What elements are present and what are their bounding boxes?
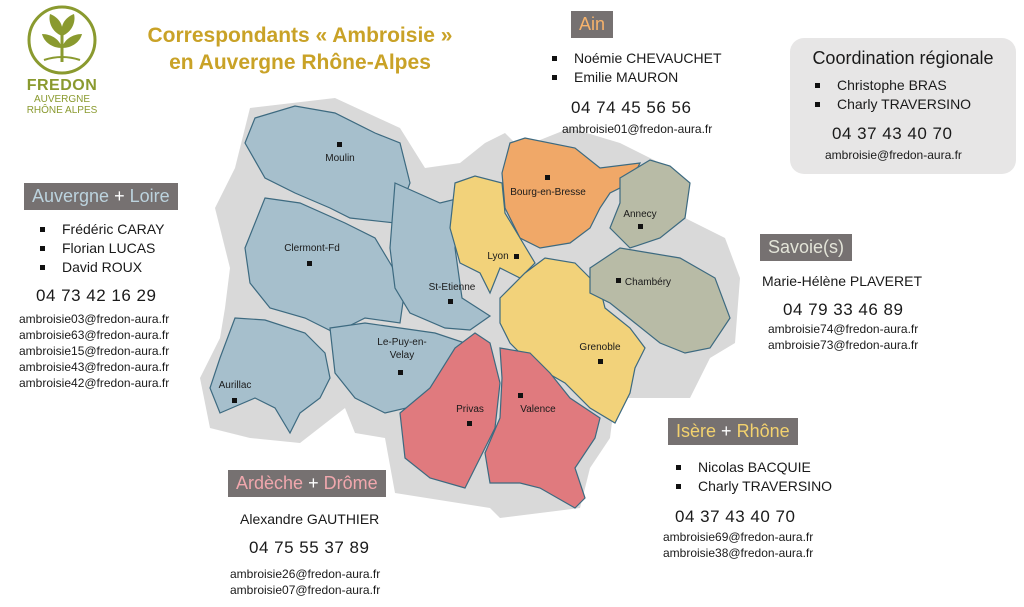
city-label-bourg: Bourg-en-Bresse: [510, 187, 586, 198]
city-marker: [232, 398, 237, 403]
isere-rhone-label: [668, 418, 798, 445]
savoie-emails: [768, 321, 918, 353]
auvergne-loire-email: ambroisie15@fredon-aura.fr: [19, 344, 170, 358]
auvergne-loire-emails: [19, 311, 169, 391]
auvergne-loire-email: ambroisie43@fredon-aura.fr: [19, 360, 170, 374]
city-marker: [638, 224, 643, 229]
coordination-title: Coordination régionale: [812, 48, 994, 68]
city-label-clermont: Clermont-Fd: [284, 243, 340, 254]
fredon-logo: [14, 4, 110, 116]
logo-region-line1: AUVERGNE: [33, 94, 91, 105]
ain-name: Emilie MAURON: [548, 68, 722, 87]
auvergne-loire-name: Frédéric CARAY: [36, 220, 164, 239]
city-label-lepuy-2: Velay: [389, 350, 415, 361]
city-marker: [337, 142, 342, 147]
ain-name: Noémie CHEVAUCHET: [548, 49, 722, 68]
auvergne-loire-names: [36, 220, 164, 277]
coordination-name: Christophe BRAS: [811, 76, 971, 95]
isere-rhone-name: Nicolas BACQUIE: [672, 458, 832, 477]
logo-region-line2: RHÔNE ALPES: [26, 105, 98, 116]
city-label-lyon: Lyon: [487, 251, 509, 262]
city-marker: [616, 278, 621, 283]
ardeche-drome-phone: 04 75 55 37 89: [249, 538, 370, 557]
logo-brand: FREDON: [26, 77, 98, 94]
title-line1: Correspondants « Ambroisie »: [147, 24, 453, 47]
title-line2: en Auvergne Rhône-Alpes: [169, 51, 431, 74]
ain-label: [571, 11, 613, 38]
city-marker: [307, 261, 312, 266]
savoie-phone: 04 79 33 46 89: [783, 300, 904, 319]
city-marker: [448, 299, 453, 304]
city-label-moulin: Moulin: [325, 153, 355, 164]
city-label-stetienne: St-Etienne: [428, 282, 476, 293]
savoie-label-text: Savoie(s): [768, 237, 845, 257]
isere-rhone-email: ambroisie69@fredon-aura.fr: [663, 530, 814, 544]
plus-sign: +: [114, 186, 125, 206]
page-title: [120, 22, 480, 76]
plus-sign: +: [308, 473, 319, 493]
auvergne-loire-name: David ROUX: [36, 258, 164, 277]
ardeche-drome-emails: [230, 566, 380, 598]
ain-phone: 04 74 45 56 56: [571, 98, 692, 117]
isere-label-text: Isère: [676, 421, 717, 441]
city-marker: [598, 359, 603, 364]
auvergne-loire-email: ambroisie42@fredon-aura.fr: [19, 376, 170, 390]
city-label-grenoble: Grenoble: [579, 342, 621, 353]
auvergne-loire-email: ambroisie03@fredon-aura.fr: [19, 312, 170, 326]
city-chambery: [616, 277, 671, 288]
savoie-email: ambroisie74@fredon-aura.fr: [768, 322, 919, 336]
city-marker: [398, 370, 403, 375]
auvergne-loire-phone: 04 73 42 16 29: [36, 286, 157, 305]
savoie-name: Marie-Hélène PLAVERET: [762, 273, 923, 289]
auvergne-loire-name: Florian LUCAS: [36, 239, 164, 258]
ardeche-label-text: Ardèche: [236, 473, 304, 493]
city-label-aurillac: Aurillac: [218, 380, 252, 391]
rhone-label-text: Rhône: [736, 421, 790, 441]
ardeche-drome-name: Alexandre GAUTHIER: [240, 511, 380, 527]
auvergne-loire-label: [24, 183, 178, 210]
city-marker: [518, 393, 523, 398]
ardeche-drome-label: [228, 470, 386, 497]
isere-rhone-phone: 04 37 43 40 70: [675, 507, 796, 526]
plus-sign: +: [721, 421, 732, 441]
ain-email: ambroisie01@fredon-aura.fr: [562, 122, 713, 136]
loire-label-text: Loire: [129, 186, 170, 206]
coordination-phone: 04 37 43 40 70: [832, 124, 953, 143]
city-label-chambery: Chambéry: [624, 277, 672, 288]
ardeche-drome-email: ambroisie07@fredon-aura.fr: [230, 583, 381, 597]
isere-rhone-email: ambroisie38@fredon-aura.fr: [663, 546, 814, 560]
isere-rhone-name: Charly TRAVERSINO: [672, 477, 832, 496]
isere-rhone-emails: [663, 529, 813, 561]
city-marker: [545, 175, 550, 180]
leaf-logo-icon: [26, 4, 98, 76]
ain-names: [548, 49, 722, 87]
auvergne-label-text: Auvergne: [32, 186, 110, 206]
savoie-label: [760, 234, 852, 261]
city-marker: [514, 254, 519, 259]
savoie-email: ambroisie73@fredon-aura.fr: [768, 338, 919, 352]
city-label-annecy: Annecy: [623, 209, 657, 220]
city-label-valence: Valence: [520, 404, 556, 415]
drome-label-text: Drôme: [323, 473, 378, 493]
auvergne-loire-email: ambroisie63@fredon-aura.fr: [19, 328, 170, 342]
coordination-email: ambroisie@fredon-aura.fr: [825, 148, 962, 162]
coordination-names: [811, 76, 971, 114]
coordination-name: Charly TRAVERSINO: [811, 95, 971, 114]
region-map: [190, 88, 750, 528]
city-label-lepuy-1: Le-Puy-en-: [377, 337, 427, 348]
city-label-privas: Privas: [456, 404, 484, 415]
ardeche-drome-email: ambroisie26@fredon-aura.fr: [230, 567, 381, 581]
ain-label-text: Ain: [579, 14, 606, 34]
city-marker: [467, 421, 472, 426]
isere-rhone-names: [672, 458, 832, 496]
